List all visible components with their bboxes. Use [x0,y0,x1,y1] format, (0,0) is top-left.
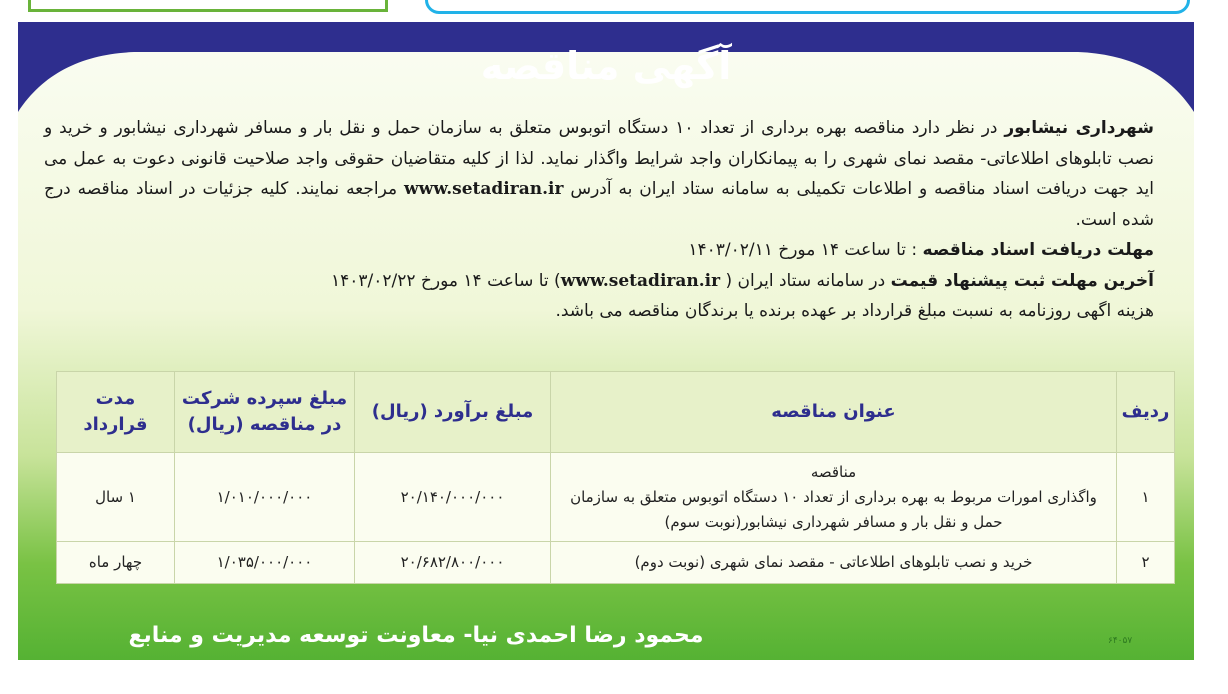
header-row-number: ردیف [1117,372,1175,453]
bid-deadline-text-end: ) تا ساعت ۱۴ مورخ ۱۴۰۳/۰۲/۲۲ [331,270,561,291]
signature: محمود رضا احمدی نیا- معاونت توسعه مدیریت و منابع [128,623,704,648]
header-deposit: مبلغ سپرده شرکت در مناقصه (ریال) [175,372,355,453]
intro-text-end: مراجعه نمایند. کلیه جزئیات در اسناد مناقصه درج شده است. [44,179,1154,230]
notice-title: آگهی مناقصه [480,44,732,88]
document-deadline [44,235,1154,266]
table-row [57,453,1175,542]
setadiran-url[interactable]: www.setadiran.ir [404,179,564,199]
intro-paragraph [44,113,1154,235]
tender-notice [18,22,1194,660]
intro-text: در نظر دارد مناقصه بهره برداری از تعداد ۱۰ دستگاه اتوبوس متعلق به سازمان حمل و نقل بار و مسافر شهرداری نیشابور و خرید و نصب تابلوهای اطلاعاتی- مقصد نمای شهری را به پیمانکاران واجد شرایط واگذار نماید. لذا از کلیه متقاضیان حقوقی واجد صلاحیت قانونی دعوت به عمل می اید جهت دریافت اسناد مناقصه و اطلاعات تکمیلی به سامانه ستاد ایران به آدرس [44,118,1154,199]
document-deadline-label: مهلت دریافت اسناد مناقصه [922,240,1154,260]
header-title: عنوان مناقصه [551,372,1117,453]
estimate-amount: ۲۰/۱۴۰/۰۰۰/۰۰۰ [355,453,551,542]
bid-deadline-text: در سامانه ستاد ایران ( [720,270,891,291]
tender-title-cell [551,453,1117,542]
bid-deadline-label: آخرین مهلت ثبت پیشنهاد قیمت [890,270,1154,291]
row-number: ۱ [1117,453,1175,542]
table-header-row [57,372,1175,453]
row-number: ۲ [1117,542,1175,584]
cost-note: هزینه اگهی روزنامه به نسبت مبلغ قرارداد بر عهده برنده یا برندگان مناقصه می باشد. [555,301,1154,321]
tender-title-desc: واگذاری امورات مربوط به بهره برداری از تعداد ۱۰ دستگاه اتوبوس متعلق به سازمان حمل و نقل بار و مسافر شهرداری نیشابور(نوبت سوم) [570,487,1097,531]
green-frame-box [28,0,388,12]
header-estimate: مبلغ برآورد (ریال) [355,372,551,453]
deposit-amount: ۱/۰۱۰/۰۰۰/۰۰۰ [175,453,355,542]
tender-title-cell: خرید و نصب تابلوهای اطلاعاتی - مقصد نمای شهری (نوبت دوم) [551,542,1117,584]
cyan-frame-box [425,0,1190,14]
tender-title-line: مناقصه [810,462,857,481]
setadiran-url-2[interactable]: www.setadiran.ir [560,270,721,291]
notice-body [44,113,1154,327]
ad-code: ۶۴۰۵۷ [1108,636,1133,646]
top-strip [0,0,1228,22]
organization-name: شهرداری نیشابور [1004,118,1154,138]
bid-deadline [44,266,1154,297]
title-wrap [18,36,1194,96]
contract-duration: چهار ماه [57,542,175,584]
table-row [57,542,1175,584]
tender-table [56,371,1175,584]
document-deadline-text: : تا ساعت ۱۴ مورخ ۱۴۰۳/۰۲/۱۱ [688,240,923,260]
deposit-amount: ۱/۰۳۵/۰۰۰/۰۰۰ [175,542,355,584]
header-duration: مدت قرارداد [57,372,175,453]
contract-duration: ۱ سال [57,453,175,542]
estimate-amount: ۲۰/۶۸۲/۸۰۰/۰۰۰ [355,542,551,584]
